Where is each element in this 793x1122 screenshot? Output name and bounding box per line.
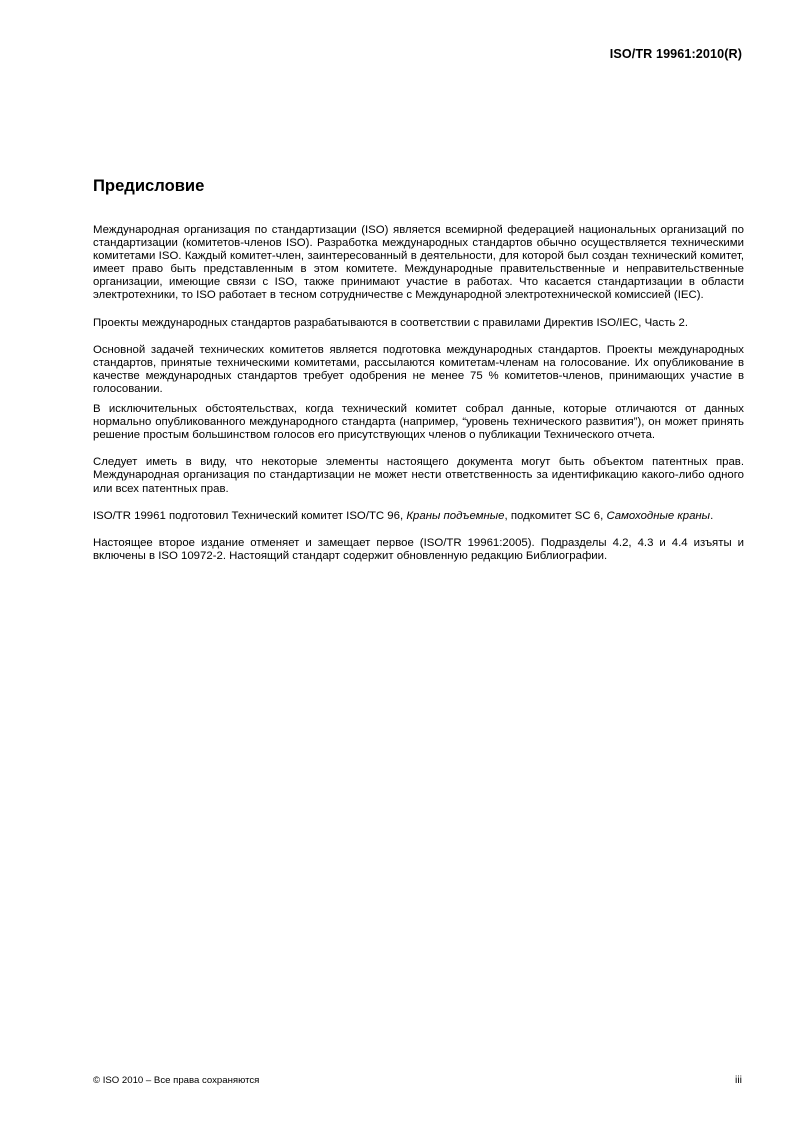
committee-name: Краны подъемные <box>406 509 505 522</box>
foreword-body <box>93 224 744 563</box>
paragraph-main-task: Основной задачей технических комитетов является подготовка международных стандартов. Проекты международных стандартов, принятые техническими комитетами, рассылаются комитетам-членам на голосование. Их опубликование в качестве международных стандартов требует одобрения не менее 75 % комитетов-членов, принимающих участие в голосовании. <box>93 343 744 395</box>
paragraph-iso-intro: Международная организация по стандартизации (ISO) является всемирной федерацией национальных организаций по стандартизации (комитетов-членов ISO). Разработка международных стандартов обычно осуществляется техническими комитетами ISO. Каждый комитет-член, заинтересованный в деятельности, для которой был создан технический комитет, имеет право быть представленным в этом комитете. Международные правительственные и неправительственные организации, имеющие связи с ISO, также принимают участие в работах. Что касается стандартизации в области электротехники, то ISO работает в тесном сотрудничестве с Международной электротехнической комиссией (IEC). <box>93 224 744 302</box>
subcommittee-name: Самоходные краны <box>606 509 711 522</box>
paragraph-prepared-by <box>93 510 744 523</box>
prepared-by-text-2: , подкомитет SC 6, <box>504 509 607 522</box>
page-title: Предисловие <box>93 176 205 195</box>
paragraph-edition: Настоящее второе издание отменяет и замещает первое (ISO/TR 19961:2005). Подразделы 4.2, 4.3 и 4.4 изъяты и включены в ISO 10972-2. Настоящий стандарт содержит обновленную редакцию Библиографии. <box>93 536 744 562</box>
paragraph-patents: Следует иметь в виду, что некоторые элементы настоящего документа могут быть объектом патентных прав. Международная организация по стандартизации не может нести ответственность за идентификацию какого-либо одного или всех патентных прав. <box>93 456 744 495</box>
copyright-notice: © ISO 2010 – Все права сохраняются <box>93 1075 260 1086</box>
prepared-by-text: ISO/TR 19961 подготовил Технический комитет ISO/TC 96, <box>93 509 407 522</box>
prepared-by-end: . <box>710 509 714 522</box>
page-number: iii <box>735 1074 742 1086</box>
document-id: ISO/TR 19961:2010(R) <box>609 47 742 61</box>
paragraph-directives: Проекты международных стандартов разрабатываются в соответствии с правилами Директив ISO/IEC, Часть 2. <box>93 316 689 329</box>
paragraph-exceptional: В исключительных обстоятельствах, когда технический комитет собрал данные, которые отличаются от данных нормально опубликованного международного стандарта (например, “уровень технического развития”), он может принять решение простым большинством голосов его присутствующих членов о публикации Технического отчета. <box>93 403 744 442</box>
